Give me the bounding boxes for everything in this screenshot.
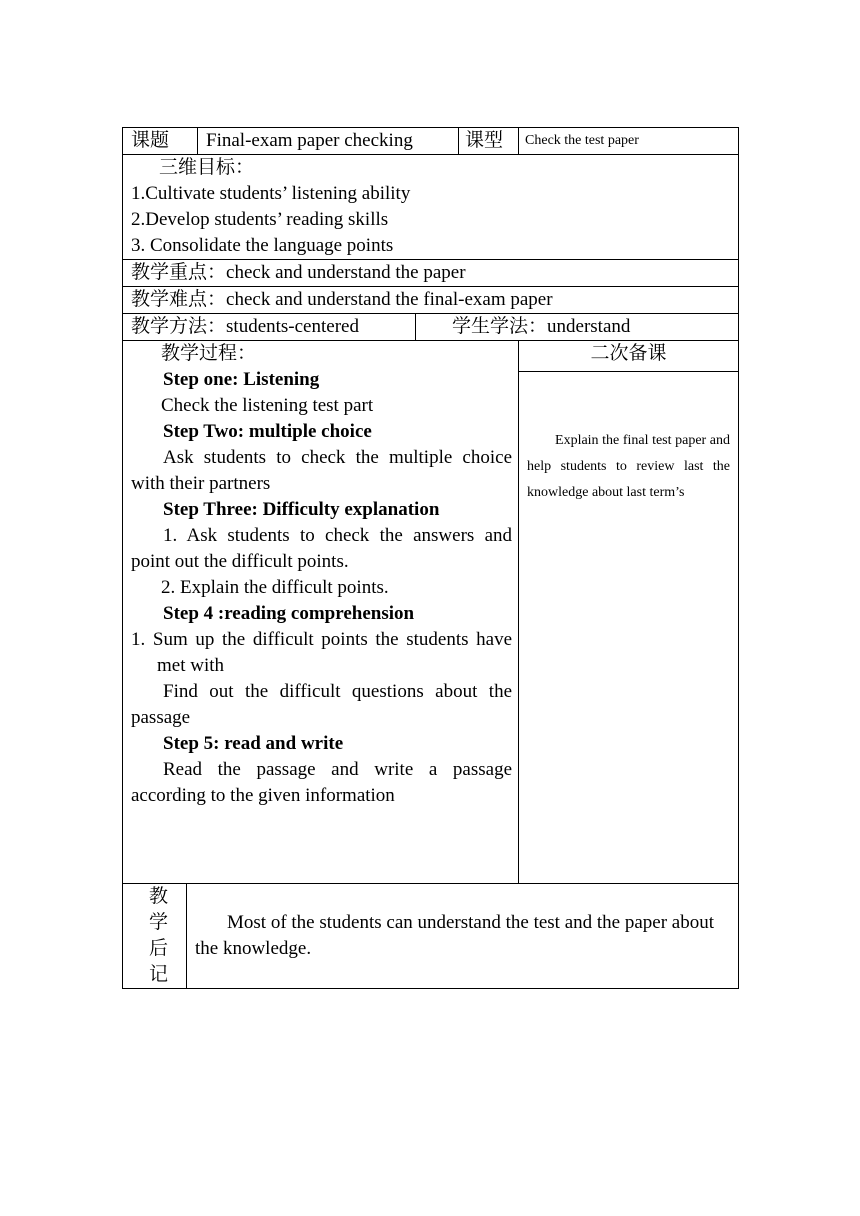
difficult-point-row xyxy=(123,287,739,314)
type-value: Check the test paper xyxy=(519,128,739,155)
learning-method-value: understand xyxy=(547,316,631,337)
objective-item: 1.Cultivate students’ listening ability xyxy=(131,183,411,204)
step-four-text: Find out the difficult questions about the passage xyxy=(131,681,513,728)
second-prep-text: Explain the final test paper and help students to review last the knowledge about last term’s xyxy=(527,433,731,500)
postscript-label-char: 后 xyxy=(149,938,169,959)
step-one-text: Check the listening test part xyxy=(161,395,374,416)
key-point-label: 教学重点： xyxy=(131,262,227,283)
step-four-title: Step 4 :reading comprehension xyxy=(163,603,415,624)
process-title: 教学过程： xyxy=(161,343,257,364)
objectives-title: 三维目标： xyxy=(159,157,255,178)
step-three-title: Step Three: Difficulty explanation xyxy=(163,499,440,520)
process-header-row xyxy=(123,341,739,372)
postscript-cell xyxy=(187,884,739,989)
step-one-title: Step one: Listening xyxy=(163,369,320,390)
postscript-label-char: 学 xyxy=(149,912,169,933)
postscript-label-char: 记 xyxy=(149,964,169,985)
lesson-plan-page xyxy=(122,127,738,989)
header-row xyxy=(123,128,739,155)
objectives-row xyxy=(123,155,739,260)
objective-item: 2.Develop students’ reading skills xyxy=(131,209,389,230)
postscript-label-cell xyxy=(123,884,187,989)
methods-row xyxy=(123,314,739,341)
teaching-method-value: students-centered xyxy=(226,316,359,337)
postscript-text: Most of the students can understand the test and the paper about the knowledge. xyxy=(195,912,715,959)
step-three-item-2: 2. Explain the difficult points. xyxy=(161,577,389,598)
step-two-title: Step Two: multiple choice xyxy=(163,421,372,442)
type-label: 课型 xyxy=(459,128,519,155)
step-two-text: Ask students to check the multiple choice with their partners xyxy=(131,447,513,494)
learning-method-cell xyxy=(416,314,739,341)
second-prep-cell xyxy=(519,372,739,884)
key-point-cell xyxy=(123,260,739,287)
postscript-row xyxy=(123,884,739,989)
difficult-point-value: check and understand the final-exam paper xyxy=(226,289,553,310)
step-three-item-1: 1. Ask students to check the answers and point out the difficult points. xyxy=(131,525,513,572)
topic-value: Final-exam paper checking xyxy=(198,128,459,155)
topic-label: 课题 xyxy=(123,128,198,155)
teaching-process-cell xyxy=(123,341,519,884)
step-four-item-1: 1. Sum up the difficult points the students have met with xyxy=(131,629,513,676)
key-point-value: check and understand the paper xyxy=(226,262,466,283)
objectives-cell xyxy=(123,155,739,260)
postscript-label-char: 教 xyxy=(149,886,169,907)
key-point-row xyxy=(123,260,739,287)
objective-item: 3. Consolidate the language points xyxy=(131,235,394,256)
second-prep-title: 二次备课 xyxy=(519,341,739,372)
step-five-text: Read the passage and write a passage according to the given information xyxy=(131,759,513,806)
learning-method-label: 学生学法： xyxy=(452,316,548,337)
teaching-method-label: 教学方法： xyxy=(131,316,227,337)
difficult-point-cell xyxy=(123,287,739,314)
teaching-method-cell xyxy=(123,314,416,341)
difficult-point-label: 教学难点： xyxy=(131,289,227,310)
step-five-title: Step 5: read and write xyxy=(163,733,344,754)
lesson-plan-table xyxy=(122,127,739,989)
